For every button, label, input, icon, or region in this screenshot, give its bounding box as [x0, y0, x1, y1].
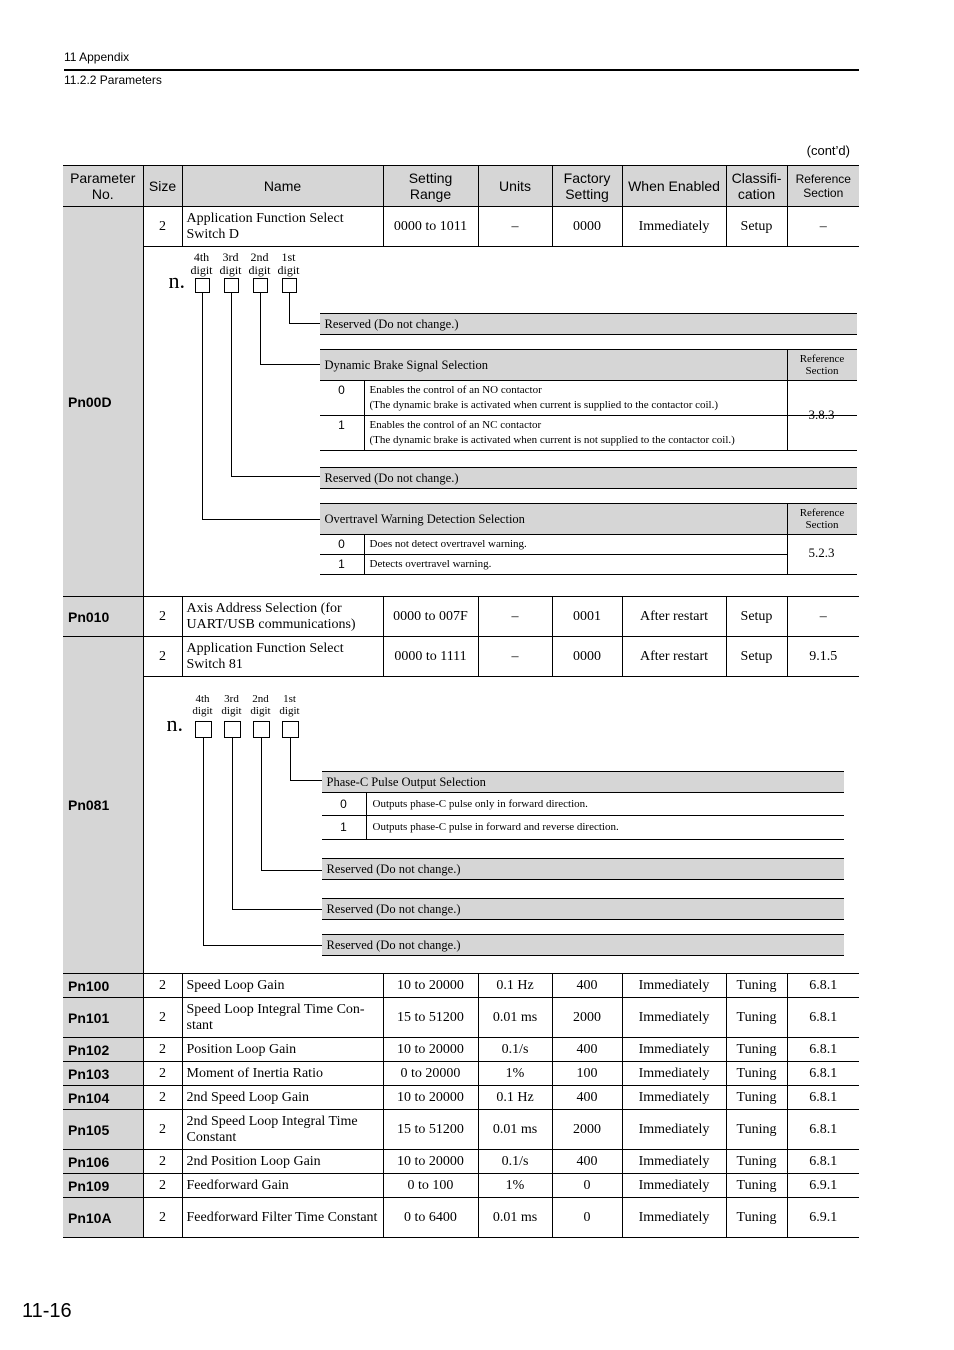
- digit-label-4th: 4th digit: [190, 250, 213, 277]
- param-ref: 6.8.1: [787, 1062, 859, 1086]
- param-range: 0000 to 007F: [383, 597, 478, 637]
- param-when: Immediately: [622, 1198, 726, 1238]
- param-ref: –: [787, 207, 859, 247]
- param-units: 0.01 ms: [478, 1198, 552, 1238]
- reserved-bar-4th-digit: Reserved (Do not change.): [322, 934, 844, 956]
- param-when: Immediately: [622, 1062, 726, 1086]
- page-number: 11-16: [22, 1300, 72, 1322]
- param-factory: 400: [552, 1086, 622, 1110]
- detail-row-pn081: [63, 677, 859, 974]
- table-row-pn105: [63, 1110, 859, 1150]
- digit-label-1st: 1st digit: [277, 250, 300, 277]
- param-when: Immediately: [622, 1038, 726, 1062]
- digit-box-2nd: [253, 278, 268, 293]
- connector-1st: [289, 293, 290, 323]
- param-size: 2: [143, 1174, 182, 1198]
- param-no: Pn102: [63, 1038, 143, 1062]
- param-factory: 2000: [552, 998, 622, 1038]
- connector-2nd: [260, 293, 261, 364]
- otw-ref-header: Reference Section: [787, 504, 857, 534]
- param-no: Pn106: [63, 1150, 143, 1174]
- table-row-pn10a: [63, 1198, 859, 1238]
- table-row-pn100: [63, 974, 859, 998]
- continued-label: (cont’d): [806, 143, 850, 158]
- param-units: 1%: [478, 1174, 552, 1198]
- param-size: 2: [143, 998, 182, 1038]
- param-name: Feedforward Gain: [182, 1174, 383, 1198]
- param-no: Pn081: [63, 637, 143, 974]
- table-row-pn106: [63, 1150, 859, 1174]
- pco-option-0-num: 0: [340, 797, 347, 811]
- dbs-option-1-num: 1: [338, 418, 345, 432]
- connector-3rd: [232, 738, 233, 909]
- digit-box-4th: [195, 721, 212, 738]
- col-header-when-enabled: When Enabled: [622, 166, 726, 207]
- dbs-option-0-line1: Enables the control of an NO contactor: [369, 384, 542, 396]
- otw-ref-value: 5.2.3: [808, 545, 835, 560]
- param-factory: 0000: [552, 637, 622, 677]
- reserved-bar-3rd-digit: Reserved (Do not change.): [320, 467, 857, 489]
- param-units: –: [478, 637, 552, 677]
- param-factory: 400: [552, 1150, 622, 1174]
- digit-label-3rd: 3rd digit: [219, 250, 242, 277]
- param-range: 0 to 20000: [383, 1062, 478, 1086]
- param-class: Setup: [726, 597, 787, 637]
- param-name: Application Function Select Switch D: [182, 207, 383, 247]
- param-class: Tuning: [726, 998, 787, 1038]
- param-ref: 6.8.1: [787, 974, 859, 998]
- table-row-pn010: [63, 597, 859, 637]
- table-row-pn00d: [63, 207, 859, 247]
- dbs-option-0-line2: (The dynamic brake is activated when current is supplied to the contactor coil.): [369, 399, 719, 411]
- col-header-name: Name: [182, 166, 383, 207]
- dynamic-brake-title: Dynamic Brake Signal Selection: [320, 349, 857, 381]
- col-header-units: Units: [478, 166, 552, 207]
- connector-1st: [290, 738, 291, 780]
- param-name: 2nd Speed Loop Integral Time Constant: [182, 1110, 383, 1150]
- param-when: Immediately: [622, 1110, 726, 1150]
- col-header-setting-range: Setting Range: [383, 166, 478, 207]
- param-no: Pn010: [63, 597, 143, 637]
- reserved-bar-3rd-digit: Reserved (Do not change.): [322, 898, 844, 920]
- col-header-size: Size: [143, 166, 182, 207]
- table-row-pn101: [63, 998, 859, 1038]
- param-size: 2: [143, 1150, 182, 1174]
- table-row-pn103: [63, 1062, 859, 1086]
- pn081-digit-diagram: [143, 677, 859, 974]
- otw-option-1-text: Detects overtravel warning.: [369, 558, 492, 570]
- otw-option-0: [320, 535, 787, 555]
- param-size: 2: [143, 1110, 182, 1150]
- param-class: Tuning: [726, 1062, 787, 1086]
- param-units: 0.1 Hz: [478, 974, 552, 998]
- param-when: Immediately: [622, 1086, 726, 1110]
- param-size: 2: [143, 597, 182, 637]
- header-rule: [64, 69, 859, 71]
- digit-box-1st: [282, 278, 297, 293]
- table-row-pn104: [63, 1086, 859, 1110]
- dbs-ref-value: 3.8.3: [808, 407, 835, 422]
- param-ref: 6.8.1: [787, 1038, 859, 1062]
- connector-4th: [202, 293, 203, 519]
- param-class: Tuning: [726, 1110, 787, 1150]
- param-ref: –: [787, 597, 859, 637]
- pco-option-0: [322, 793, 844, 816]
- param-ref: 6.8.1: [787, 998, 859, 1038]
- param-units: 0.01 ms: [478, 998, 552, 1038]
- param-range: 15 to 51200: [383, 998, 478, 1038]
- digit-box-4th: [195, 278, 210, 293]
- param-no: Pn105: [63, 1110, 143, 1150]
- dbs-option-1-line1: Enables the control of an NC contactor: [369, 419, 542, 431]
- dbs-option-1: [320, 416, 787, 451]
- pco-option-1-text: Outputs phase-C pulse in forward and reverse direction.: [372, 821, 619, 833]
- overtravel-title: Overtravel Warning Detection Selection: [320, 503, 857, 535]
- param-range: 10 to 20000: [383, 974, 478, 998]
- param-range: 0000 to 1011: [383, 207, 478, 247]
- dbs-option-0: [320, 381, 857, 416]
- digit-label-2nd: 2nd digit: [248, 250, 271, 277]
- otw-option-0-num: 0: [338, 537, 345, 551]
- param-size: 2: [143, 1198, 182, 1238]
- param-name: Application Function Select Switch 81: [182, 637, 383, 677]
- phase-c-title: Phase-C Pulse Output Selection: [322, 771, 844, 793]
- param-range: 15 to 51200: [383, 1110, 478, 1150]
- param-no: Pn00D: [63, 207, 143, 597]
- param-class: Tuning: [726, 1038, 787, 1062]
- col-header-reference: Reference Section: [787, 166, 859, 207]
- param-factory: 0: [552, 1198, 622, 1238]
- param-size: 2: [143, 1038, 182, 1062]
- param-ref: 6.8.1: [787, 1110, 859, 1150]
- param-ref: 6.8.1: [787, 1150, 859, 1174]
- param-no: Pn104: [63, 1086, 143, 1110]
- section-header: 11.2.2 Parameters: [64, 73, 162, 87]
- param-size: 2: [143, 974, 182, 998]
- dbs-option-1-line2: (The dynamic brake is activated when current is not supplied to the contactor coil.): [369, 434, 735, 446]
- digit-label-4th: 4th digit: [192, 693, 213, 717]
- param-when: After restart: [622, 637, 726, 677]
- digit-box-1st: [282, 721, 299, 738]
- param-class: Tuning: [726, 1174, 787, 1198]
- chapter-header: 11 Appendix: [64, 50, 130, 64]
- param-units: 0.1/s: [478, 1038, 552, 1062]
- param-range: 10 to 20000: [383, 1038, 478, 1062]
- col-header-classification: Classifi-cation: [726, 166, 787, 207]
- connector-4th: [203, 738, 204, 945]
- col-header-param-no: Parameter No.: [63, 166, 143, 207]
- otw-option-0-text: Does not detect overtravel warning.: [369, 538, 527, 550]
- param-range: 0 to 100: [383, 1174, 478, 1198]
- param-units: 1%: [478, 1062, 552, 1086]
- param-no: Pn103: [63, 1062, 143, 1086]
- param-no: Pn100: [63, 974, 143, 998]
- param-class: Setup: [726, 207, 787, 247]
- digit-box-2nd: [253, 721, 270, 738]
- connector-2nd: [261, 738, 262, 870]
- param-units: 0.1/s: [478, 1150, 552, 1174]
- param-name: Feedforward Filter Time Constant: [182, 1198, 383, 1238]
- pco-option-0-text: Outputs phase-C pulse only in forward direction.: [372, 798, 588, 810]
- col-header-factory-setting: Factory Setting: [552, 166, 622, 207]
- param-ref: 6.9.1: [787, 1174, 859, 1198]
- dbs-ref-header: Reference Section: [787, 350, 857, 380]
- param-ref: 6.8.1: [787, 1086, 859, 1110]
- param-ref: 9.1.5: [787, 637, 859, 677]
- digit-box-3rd: [224, 278, 239, 293]
- param-name: Speed Loop Gain: [182, 974, 383, 998]
- param-class: Setup: [726, 637, 787, 677]
- param-size: 2: [143, 207, 182, 247]
- param-name: 2nd Position Loop Gain: [182, 1150, 383, 1174]
- param-no: Pn109: [63, 1174, 143, 1198]
- param-name: Speed Loop Integral Time Con-stant: [182, 998, 383, 1038]
- param-units: 0.01 ms: [478, 1110, 552, 1150]
- param-factory: 0001: [552, 597, 622, 637]
- n-prefix-label: n.: [168, 268, 185, 293]
- param-units: –: [478, 597, 552, 637]
- param-size: 2: [143, 1086, 182, 1110]
- param-range: 0000 to 1111: [383, 637, 478, 677]
- parameter-table: [63, 165, 859, 1238]
- param-no: Pn10A: [63, 1198, 143, 1238]
- param-factory: 0: [552, 1174, 622, 1198]
- otw-option-1: [320, 555, 857, 575]
- connector-3rd: [231, 293, 232, 476]
- digit-label-3rd: 3rd digit: [221, 693, 242, 717]
- digit-label-2nd: 2nd digit: [250, 693, 271, 717]
- param-name: 2nd Speed Loop Gain: [182, 1086, 383, 1110]
- param-size: 2: [143, 1062, 182, 1086]
- param-when: After restart: [622, 597, 726, 637]
- param-when: Immediately: [622, 1174, 726, 1198]
- table-row-pn102: [63, 1038, 859, 1062]
- pco-option-1: [322, 816, 844, 840]
- param-factory: 400: [552, 1038, 622, 1062]
- param-factory: 100: [552, 1062, 622, 1086]
- param-ref: 6.9.1: [787, 1198, 859, 1238]
- param-factory: 400: [552, 974, 622, 998]
- table-row-pn081: [63, 637, 859, 677]
- table-row-pn109: [63, 1174, 859, 1198]
- pn00d-digit-diagram: [143, 247, 859, 597]
- param-factory: 0000: [552, 207, 622, 247]
- dbs-option-0-num: 0: [338, 383, 345, 397]
- param-range: 10 to 20000: [383, 1086, 478, 1110]
- param-name: Axis Address Selection (for UART/USB communications): [182, 597, 383, 637]
- table-header-row: [63, 166, 859, 207]
- param-class: Tuning: [726, 974, 787, 998]
- digit-label-1st: 1st digit: [279, 693, 300, 717]
- param-when: Immediately: [622, 1150, 726, 1174]
- param-units: –: [478, 207, 552, 247]
- param-size: 2: [143, 637, 182, 677]
- param-name: Moment of Inertia Ratio: [182, 1062, 383, 1086]
- reserved-bar-2nd-digit: Reserved (Do not change.): [322, 858, 844, 880]
- otw-option-1-num: 1: [338, 557, 345, 571]
- pco-option-1-num: 1: [340, 820, 347, 834]
- detail-row-pn00d: [63, 247, 859, 597]
- param-no: Pn101: [63, 998, 143, 1038]
- param-range: 0 to 6400: [383, 1198, 478, 1238]
- param-when: Immediately: [622, 974, 726, 998]
- digit-box-3rd: [224, 721, 241, 738]
- param-class: Tuning: [726, 1150, 787, 1174]
- param-units: 0.1 Hz: [478, 1086, 552, 1110]
- param-range: 10 to 20000: [383, 1150, 478, 1174]
- param-factory: 2000: [552, 1110, 622, 1150]
- param-when: Immediately: [622, 207, 726, 247]
- param-class: Tuning: [726, 1198, 787, 1238]
- param-class: Tuning: [726, 1086, 787, 1110]
- param-name: Position Loop Gain: [182, 1038, 383, 1062]
- n-prefix-label: n.: [166, 711, 183, 736]
- reserved-bar-1st-digit: Reserved (Do not change.): [320, 313, 857, 335]
- param-when: Immediately: [622, 998, 726, 1038]
